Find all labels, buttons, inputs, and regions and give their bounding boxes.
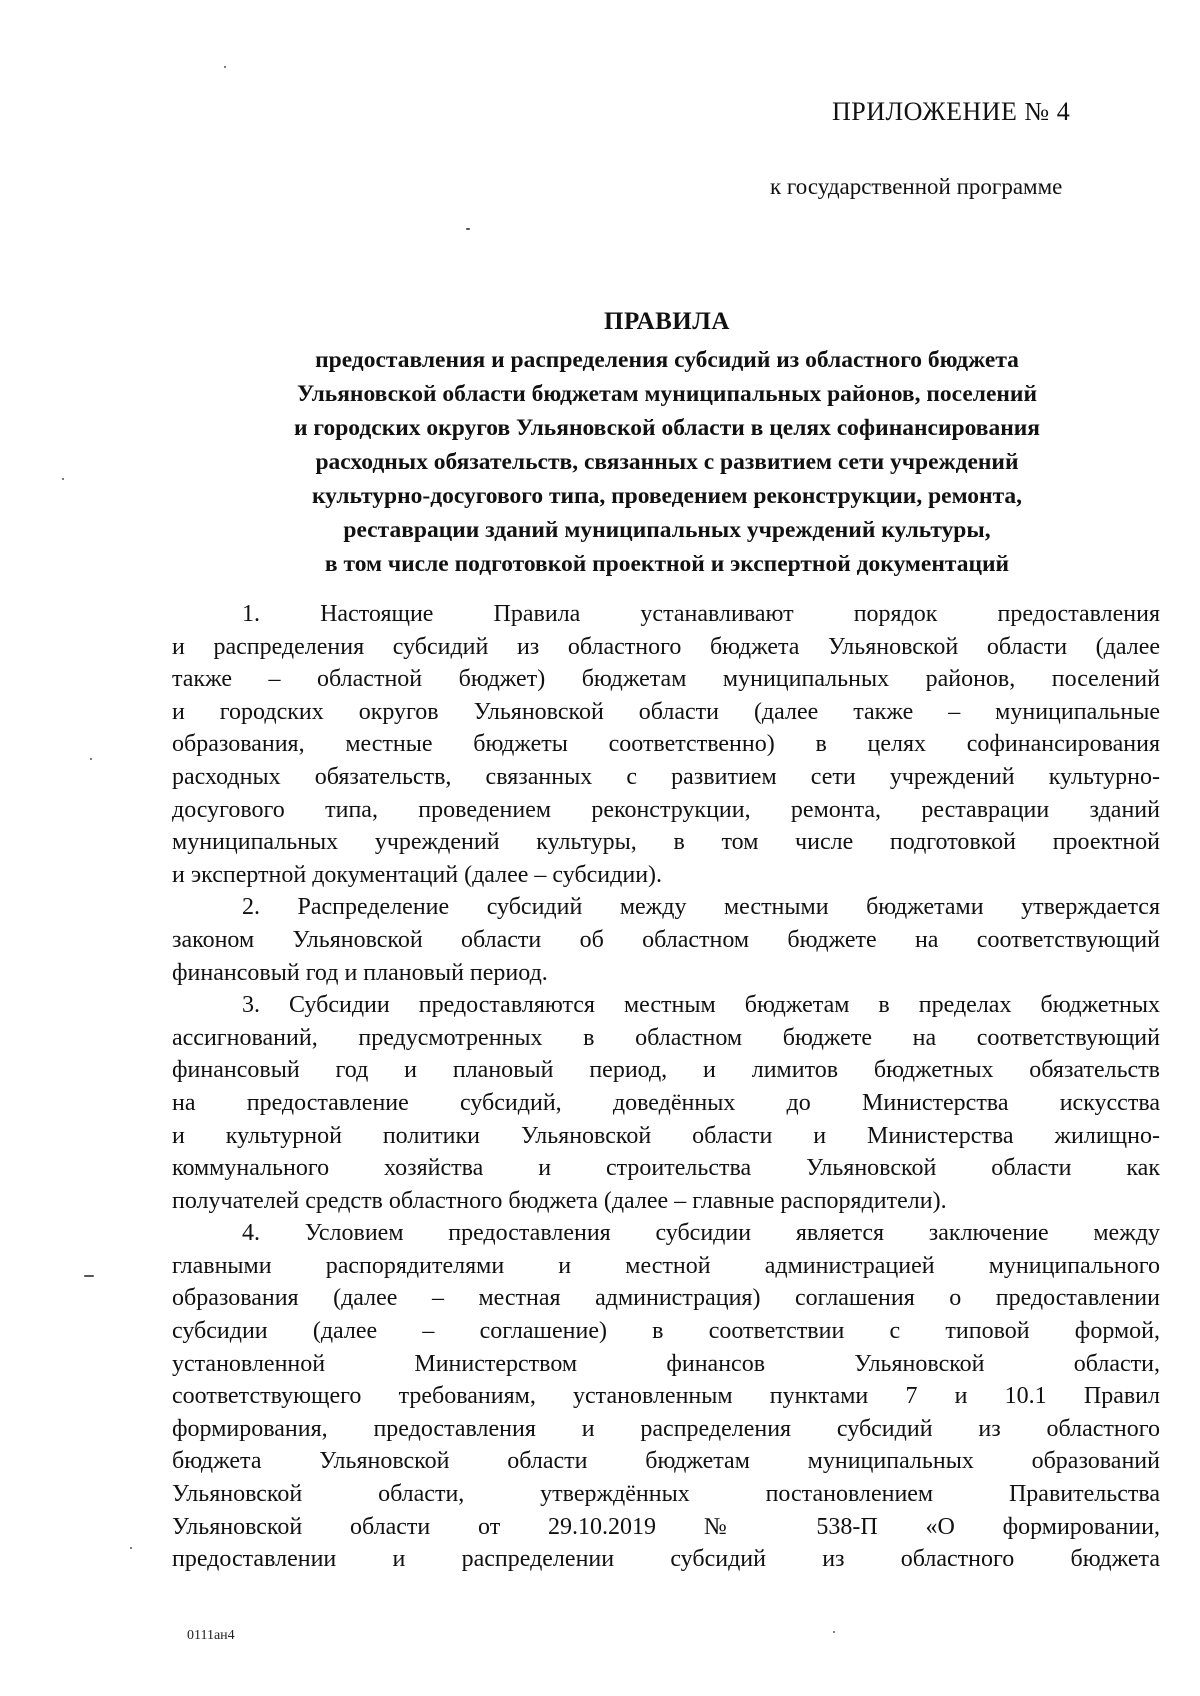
annex-number: ПРИЛОЖЕНИЕ № 4 [832,97,1071,126]
paragraph-line: на предоставление субсидий, доведённых до Министерства искусства [172,1089,1160,1116]
paragraph-line: 3. Субсидии предоставляются местным бюджетам в пределах бюджетных [242,992,1160,1019]
document-code: 0111ан4 [187,1628,235,1643]
paragraph-line: 1. Настоящие Правила устанавливают порядок предоставления [242,601,1160,627]
scan-speck [130,1547,132,1549]
paragraph-line: получателей средств областного бюджета (далее – главные распорядители). [172,1187,947,1214]
paragraph-line: также – областной бюджет) бюджетам муниципальных районов, поселений [172,666,1160,693]
paragraph-line: главными распорядителями и местной администрацией муниципального [172,1252,1160,1279]
scan-speck [466,228,470,230]
annex-reference: к государственной программе [770,174,1063,199]
paragraph-3 [172,989,1160,1217]
paragraph-line: ассигнований, предусмотренных в областном бюджете на соответствующий [172,1024,1160,1051]
paragraph-line: расходных обязательств, связанных с развитием сети учреждений культурно- [172,763,1160,790]
paragraph-line: формирования, предоставления и распределения субсидий из областного [172,1415,1160,1442]
paragraph-line: досугового типа, проведением реконструкции, ремонта, реставрации зданий [172,796,1160,823]
subtitle-line: реставрации зданий муниципальных учреждений культуры, [343,517,991,543]
paragraph-4 [172,1217,1160,1576]
subtitle-line: Ульяновской области бюджетам муниципальных районов, поселений [296,381,1037,407]
paragraph-line: образования, местные бюджеты соответственно) в целях софинансирования [172,731,1160,758]
scan-speck [833,1631,835,1633]
paragraph-line: Ульяновской области, утверждённых постановлением Правительства [172,1481,1160,1508]
paragraph-line: муниципальных учреждений культуры, в том числе подготовкой проектной [172,829,1160,856]
paragraph-line: финансовый год и плановый период, и лимитов бюджетных обязательств [172,1057,1160,1084]
subtitle-line: предоставления и распределения субсидий из областного бюджета [315,347,1019,373]
paragraph-line: Ульяновской области от 29.10.2019 № 538-П «О формировании, [172,1513,1160,1540]
paragraph-line: и городских округов Ульяновской области (далее также – муниципальные [172,698,1160,725]
scan-speck [84,1275,94,1277]
scan-speck [62,478,64,480]
paragraph-line: 4. Условием предоставления субсидии является заключение между [242,1220,1160,1247]
scan-speck [224,66,226,68]
subtitle-line: в том числе подготовкой проектной и экспертной документаций [324,551,1010,577]
paragraph-line: предоставлении и распределении субсидий из областного бюджета [172,1546,1160,1573]
paragraph-line: 2. Распределение субсидий между местными бюджетами утверждается [242,894,1160,921]
subtitle-line: расходных обязательств, связанных с развитием сети учреждений [315,449,1019,475]
paragraph-1 [172,598,1160,891]
paragraph-line: коммунального хозяйства и строительства Ульяновской области как [172,1155,1160,1182]
paragraph-2 [172,891,1160,989]
paragraph-line: законом Ульяновской области об областном бюджете на соответствующий [172,926,1160,953]
subtitle-line: культурно-досугового типа, проведением реконструкции, ремонта, [311,483,1023,509]
document-body [172,598,1160,1576]
paragraph-line: бюджета Ульяновской области бюджетам муниципальных образований [172,1448,1160,1475]
paragraph-line: и культурной политики Ульяновской области и Министерства жилищно- [172,1122,1160,1149]
paragraph-line: установленной Министерством финансов Ульяновской области, [172,1350,1160,1377]
paragraph-line: финансовый год и плановый период. [172,959,548,986]
paragraph-line: субсидии (далее – соглашение) в соответствии с типовой формой, [172,1318,1160,1345]
paragraph-line: соответствующего требованиям, установленным пунктами 7 и 10.1 Правил [172,1383,1160,1410]
document-subtitle [172,343,1162,581]
paragraph-line: и экспертной документаций (далее – субсидии). [172,861,663,888]
title-block [172,306,1162,581]
paragraph-line: и распределения субсидий из областного бюджета Ульяновской области (далее [172,633,1160,660]
subtitle-line: и городских округов Ульяновской области в целях софинансирования [293,415,1040,441]
scan-speck [90,758,92,760]
document-title: ПРАВИЛА [604,308,730,335]
paragraph-line: образования (далее – местная администрация) соглашения о предоставлении [172,1285,1160,1312]
